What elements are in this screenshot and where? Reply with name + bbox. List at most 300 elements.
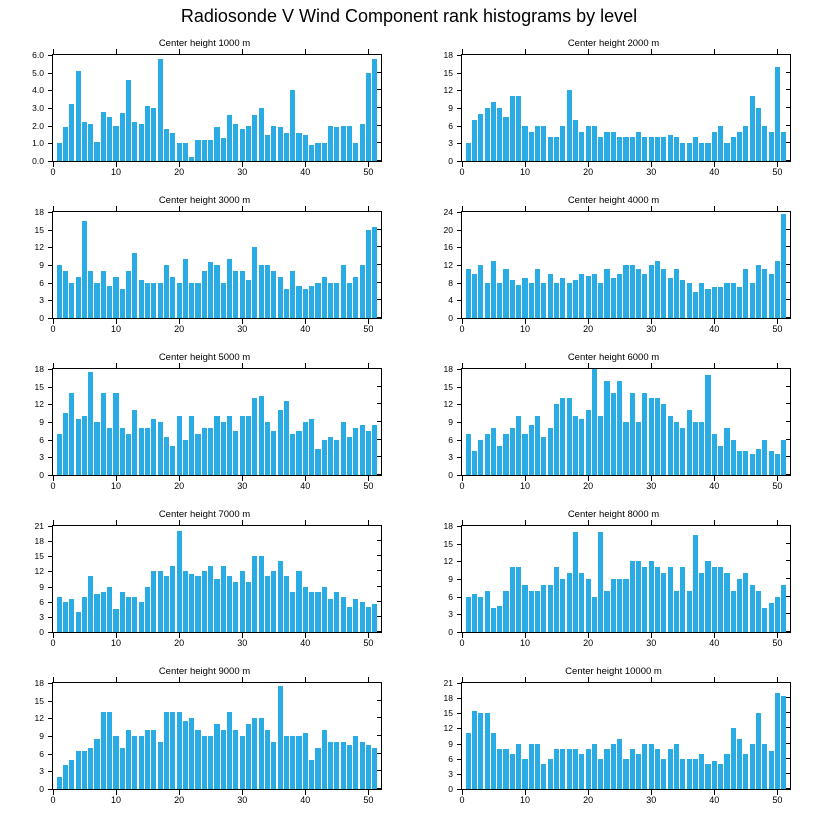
- x-tick-mark-top: [777, 520, 778, 525]
- bar: [341, 597, 346, 632]
- bar: [750, 283, 755, 318]
- y-tick-label: 9: [448, 416, 453, 427]
- bar: [472, 451, 477, 475]
- bar: [328, 599, 333, 632]
- bar: [69, 104, 74, 161]
- y-tick-mark-right: [786, 125, 791, 126]
- bar: [195, 576, 200, 632]
- bar: [151, 571, 156, 632]
- y-tick-label: 16: [443, 242, 453, 253]
- bar: [214, 265, 219, 318]
- bar: [303, 289, 308, 318]
- bar: [548, 428, 553, 475]
- bar: [636, 269, 641, 318]
- bar: [548, 137, 553, 161]
- x-tick-mark-top: [651, 49, 652, 54]
- bar: [252, 556, 257, 632]
- bar: [259, 265, 264, 318]
- y-tick-mark-right: [786, 386, 791, 387]
- bar: [271, 571, 276, 632]
- x-tick-mark-top: [242, 363, 243, 368]
- bar: [246, 724, 251, 789]
- bar: [208, 140, 213, 161]
- bar: [762, 744, 767, 789]
- bar: [151, 108, 156, 161]
- bar: [113, 126, 118, 161]
- x-tick-mark-top: [651, 206, 652, 211]
- bar: [743, 451, 748, 475]
- bar: [353, 277, 358, 318]
- bar-series: [462, 683, 790, 789]
- y-tick-mark-right: [786, 788, 791, 789]
- y-tick-label: 21: [34, 520, 44, 531]
- x-tick-label: 40: [300, 481, 311, 491]
- bar: [240, 736, 245, 789]
- bar: [586, 276, 591, 318]
- bar: [120, 592, 125, 632]
- bar: [113, 277, 118, 318]
- bar: [164, 129, 169, 161]
- x-tick-mark-top: [525, 520, 526, 525]
- bar: [503, 434, 508, 475]
- subplot-title: Center height 2000 m: [567, 38, 660, 49]
- y-tick-label: 0: [448, 312, 453, 323]
- bar: [529, 283, 534, 318]
- y-tick-mark-right: [377, 735, 382, 736]
- bar: [334, 592, 339, 632]
- bar: [170, 133, 175, 161]
- subplot-title: Center height 10000 m: [565, 666, 662, 677]
- bar: [309, 419, 314, 475]
- bar: [107, 587, 112, 632]
- y-tick-label: 9: [39, 730, 44, 741]
- x-tick-mark-top: [305, 520, 306, 525]
- bar: [466, 269, 471, 318]
- x-tick-label: 20: [174, 795, 185, 805]
- bar: [769, 274, 774, 318]
- y-tick-label: 21: [443, 677, 453, 688]
- bar: [554, 283, 559, 318]
- bar: [328, 126, 333, 161]
- bar: [567, 283, 572, 318]
- plot-area: [461, 211, 791, 319]
- bar: [724, 573, 729, 632]
- y-tick-label: 15: [34, 551, 44, 562]
- bar: [617, 579, 622, 632]
- x-tick-label: 30: [237, 324, 248, 334]
- bar: [195, 730, 200, 789]
- bar: [693, 422, 698, 475]
- bar: [296, 431, 301, 475]
- x-tick-mark-top: [53, 520, 54, 525]
- bar: [341, 742, 346, 789]
- bar: [101, 112, 106, 161]
- x-tick-label: 30: [646, 167, 657, 177]
- x-tick-mark-top: [116, 363, 117, 368]
- x-tick-mark-top: [242, 677, 243, 682]
- bar: [347, 437, 352, 475]
- y-tick-label: 6: [39, 596, 44, 607]
- bar: [183, 721, 188, 789]
- bar: [661, 404, 666, 475]
- bar: [145, 428, 150, 475]
- bar: [668, 135, 673, 162]
- x-tick-mark-top: [462, 520, 463, 525]
- bar: [497, 606, 502, 633]
- y-tick-mark-right: [786, 456, 791, 457]
- y-tick-label: 0: [39, 312, 44, 323]
- y-tick-label: 12: [34, 713, 44, 724]
- y-tick-mark-right: [377, 386, 382, 387]
- bar: [278, 686, 283, 789]
- x-tick-label: 10: [520, 795, 531, 805]
- y-tick-label: 18: [34, 535, 44, 546]
- bar: [592, 744, 597, 789]
- bar: [668, 278, 673, 318]
- bar: [315, 748, 320, 789]
- bar: [775, 597, 780, 632]
- bar: [548, 585, 553, 632]
- bar: [781, 440, 786, 475]
- y-tick-mark-right: [786, 211, 791, 212]
- bar: [322, 730, 327, 789]
- bar: [567, 90, 572, 161]
- y-tick-mark-right: [377, 246, 382, 247]
- y-tick-mark-right: [786, 142, 791, 143]
- bar: [731, 440, 736, 475]
- bar: [170, 446, 175, 475]
- x-tick-mark-top: [242, 49, 243, 54]
- bar: [246, 582, 251, 632]
- y-axis-labels: [0, 49, 48, 166]
- bar: [579, 754, 584, 789]
- plot-area: [461, 54, 791, 162]
- bar: [372, 748, 377, 789]
- x-axis-top: [461, 206, 791, 211]
- x-tick-label: 30: [237, 481, 248, 491]
- bar: [756, 265, 761, 318]
- bar: [655, 261, 660, 318]
- bar: [699, 754, 704, 789]
- bar: [510, 96, 515, 161]
- bar: [284, 289, 289, 318]
- x-tick-label: 50: [772, 324, 783, 334]
- bar: [76, 419, 81, 475]
- bar: [567, 573, 572, 632]
- x-tick-label: 10: [111, 481, 122, 491]
- bar: [183, 440, 188, 475]
- bar: [762, 126, 767, 161]
- bar: [126, 271, 131, 318]
- bar: [529, 591, 534, 632]
- bar: [630, 393, 635, 475]
- bar: [674, 137, 679, 161]
- subplot-panel: [409, 195, 818, 352]
- y-tick-label: 15: [34, 381, 44, 392]
- bar: [503, 591, 508, 632]
- bar: [579, 573, 584, 632]
- bar: [529, 132, 534, 161]
- x-tick-mark-top: [116, 206, 117, 211]
- bar: [252, 115, 257, 161]
- bar: [278, 410, 283, 475]
- x-tick-mark-top: [462, 49, 463, 54]
- x-tick-label: 10: [111, 324, 122, 334]
- y-tick-label: 3: [39, 611, 44, 622]
- bar: [360, 602, 365, 632]
- bar: [221, 283, 226, 318]
- y-tick-mark-right: [786, 578, 791, 579]
- y-tick-mark-right: [786, 72, 791, 73]
- bar: [309, 145, 314, 161]
- bar: [158, 571, 163, 632]
- y-tick-label: 18: [443, 363, 453, 374]
- bar: [290, 434, 295, 475]
- y-tick-label: 6: [39, 434, 44, 445]
- bar: [177, 416, 182, 475]
- y-tick-label: 18: [34, 677, 44, 688]
- bar: [592, 597, 597, 632]
- x-tick-label: 50: [772, 795, 783, 805]
- bar: [554, 137, 559, 161]
- y-tick-label: 0: [448, 155, 453, 166]
- bar: [334, 440, 339, 475]
- bar: [63, 602, 68, 632]
- bar: [743, 754, 748, 789]
- bar: [586, 749, 591, 789]
- bar: [516, 567, 521, 632]
- bar: [303, 587, 308, 632]
- bar: [189, 416, 194, 475]
- bar: [604, 381, 609, 475]
- bar: [642, 274, 647, 318]
- y-tick-mark-right: [377, 264, 382, 265]
- bar: [296, 736, 301, 789]
- bar: [586, 126, 591, 161]
- bar: [535, 126, 540, 161]
- y-tick-label: 6.0: [32, 49, 44, 60]
- bar: [750, 744, 755, 789]
- bar: [724, 754, 729, 789]
- x-tick-label: 10: [111, 795, 122, 805]
- bar: [724, 143, 729, 161]
- bar: [762, 608, 767, 632]
- x-axis-top: [461, 677, 791, 682]
- bar: [366, 607, 371, 632]
- y-tick-label: 6: [448, 434, 453, 445]
- x-tick-mark-top: [714, 206, 715, 211]
- bar: [214, 127, 219, 161]
- bar: [554, 749, 559, 789]
- bar: [579, 419, 584, 475]
- bar: [592, 274, 597, 318]
- x-tick-label: 30: [646, 795, 657, 805]
- y-tick-mark-right: [377, 368, 382, 369]
- subplot-title: Center height 8000 m: [567, 509, 660, 520]
- bar: [328, 742, 333, 789]
- bar: [309, 286, 314, 318]
- bar: [661, 137, 666, 161]
- bar: [290, 90, 295, 161]
- bar: [478, 440, 483, 475]
- bar: [208, 428, 213, 475]
- bar: [712, 434, 717, 475]
- y-tick-mark-right: [786, 474, 791, 475]
- bar: [687, 410, 692, 475]
- bar: [503, 117, 508, 161]
- plot-area: [461, 682, 791, 790]
- x-tick-mark-top: [53, 206, 54, 211]
- bar-series: [462, 55, 790, 161]
- y-tick-mark-right: [786, 282, 791, 283]
- bar: [233, 431, 238, 475]
- bar: [617, 381, 622, 475]
- bar: [680, 143, 685, 161]
- x-axis: [461, 790, 791, 806]
- plot-area: [52, 682, 382, 790]
- bar: [195, 434, 200, 475]
- bar: [611, 579, 616, 632]
- bar: [623, 422, 628, 475]
- bar-series: [462, 526, 790, 632]
- bar: [466, 434, 471, 475]
- bar: [510, 428, 515, 475]
- x-axis: [461, 319, 791, 335]
- subplot-panel: [409, 38, 818, 195]
- bar: [674, 422, 679, 475]
- bar: [649, 744, 654, 789]
- y-tick-mark-right: [377, 317, 382, 318]
- bar: [252, 398, 257, 475]
- bar: [573, 280, 578, 318]
- bar: [724, 428, 729, 475]
- x-axis: [461, 633, 791, 649]
- x-tick-label: 40: [300, 638, 311, 648]
- y-tick-label: 9: [39, 259, 44, 270]
- bar: [158, 283, 163, 318]
- bar: [491, 261, 496, 318]
- bar: [598, 532, 603, 632]
- y-axis-labels: [409, 677, 457, 794]
- bar: [655, 137, 660, 161]
- y-axis-labels: [409, 520, 457, 637]
- y-tick-label: 0: [448, 783, 453, 794]
- bar: [233, 124, 238, 161]
- x-tick-label: 0: [459, 324, 465, 334]
- y-tick-mark-right: [786, 403, 791, 404]
- y-tick-mark-right: [786, 525, 791, 526]
- bar: [290, 736, 295, 789]
- bar: [94, 422, 99, 475]
- x-tick-label: 20: [583, 481, 594, 491]
- bar: [322, 587, 327, 632]
- bar: [202, 428, 207, 475]
- bar: [139, 736, 144, 789]
- bar: [529, 425, 534, 475]
- bar: [485, 713, 490, 789]
- bar: [214, 579, 219, 632]
- bar: [737, 739, 742, 789]
- y-tick-mark-right: [377, 421, 382, 422]
- bar: [586, 579, 591, 632]
- bar: [227, 576, 232, 632]
- x-tick-label: 40: [709, 481, 720, 491]
- bar: [535, 416, 540, 475]
- y-tick-label: 15: [34, 224, 44, 235]
- bar: [227, 259, 232, 318]
- bar: [265, 576, 270, 632]
- x-tick-label: 10: [520, 167, 531, 177]
- bar: [743, 573, 748, 632]
- bar: [661, 573, 666, 632]
- x-tick-label: 10: [111, 167, 122, 177]
- y-tick-label: 4: [448, 295, 453, 306]
- bar: [221, 138, 226, 161]
- y-tick-label: 12: [443, 259, 453, 270]
- y-tick-label: 6: [448, 120, 453, 131]
- bar: [221, 730, 226, 789]
- bar: [630, 265, 635, 318]
- bar: [88, 576, 93, 632]
- bar: [372, 425, 377, 475]
- bar: [202, 140, 207, 161]
- bar: [82, 751, 87, 789]
- bar: [756, 713, 761, 789]
- x-tick-label: 40: [300, 324, 311, 334]
- bar: [769, 132, 774, 161]
- bar: [472, 711, 477, 789]
- bar: [718, 287, 723, 318]
- bar: [668, 749, 673, 789]
- bar: [699, 422, 704, 475]
- bar: [202, 571, 207, 632]
- y-tick-mark-right: [377, 631, 382, 632]
- bar: [76, 277, 81, 318]
- y-tick-label: 3: [39, 452, 44, 463]
- bar: [750, 96, 755, 161]
- bar: [170, 712, 175, 789]
- y-tick-label: 6: [448, 753, 453, 764]
- x-tick-label: 50: [363, 324, 374, 334]
- bar: [705, 375, 710, 475]
- x-tick-label: 0: [50, 795, 56, 805]
- bar: [516, 96, 521, 161]
- bar: [366, 230, 371, 318]
- bar: [718, 764, 723, 789]
- bar: [353, 599, 358, 632]
- y-tick-label: 0: [39, 626, 44, 637]
- plot-area: [461, 525, 791, 633]
- bar: [737, 579, 742, 632]
- x-tick-mark-top: [179, 520, 180, 525]
- bar: [76, 612, 81, 632]
- bar: [278, 127, 283, 161]
- y-tick-mark-right: [377, 72, 382, 73]
- bar: [372, 59, 377, 161]
- subplot-title: Center height 7000 m: [158, 509, 251, 520]
- bar: [341, 422, 346, 475]
- bar: [360, 425, 365, 475]
- bar: [731, 283, 736, 318]
- bar: [743, 269, 748, 318]
- x-tick-label: 40: [709, 167, 720, 177]
- y-tick-mark-right: [786, 727, 791, 728]
- bar: [315, 283, 320, 318]
- subplot-panel: [0, 509, 409, 666]
- y-tick-mark-right: [786, 246, 791, 247]
- bar: [586, 410, 591, 475]
- bar: [781, 214, 786, 318]
